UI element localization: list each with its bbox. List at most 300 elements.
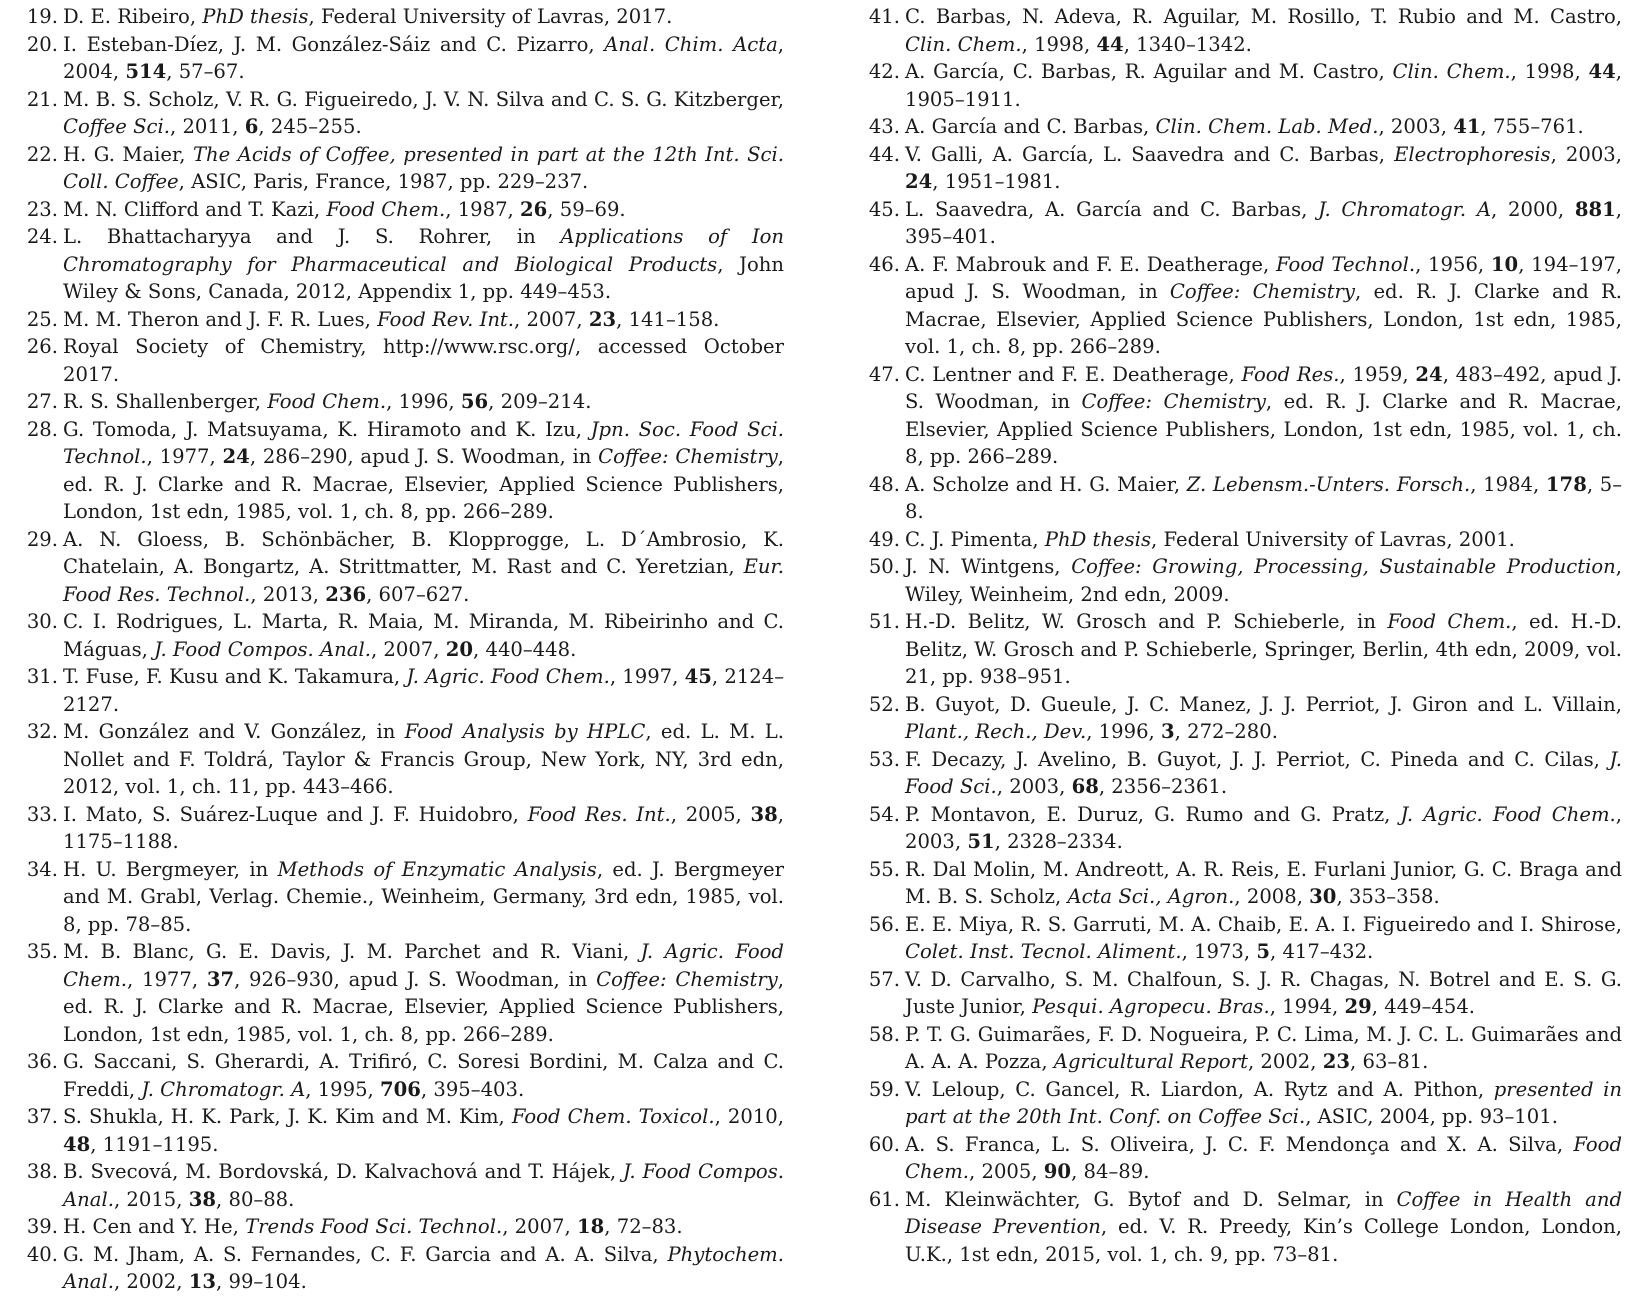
reference-number: 53. xyxy=(868,747,900,771)
reference-text xyxy=(63,1105,784,1156)
reference-volume: 51 xyxy=(967,830,995,853)
reference-number: 26. xyxy=(26,335,58,358)
reference-segment: , 607–627. xyxy=(366,582,470,606)
reference-item xyxy=(864,471,1622,526)
reference-title: Food Analysis by HPLC xyxy=(404,720,646,743)
reference-segment: V. Leloup, C. Gancel, R. Liardon, A. Rytz and A. Pithon, xyxy=(905,1077,1494,1101)
reference-item xyxy=(22,86,784,141)
reference-segment: L. Saavedra, A. García and C. Barbas, xyxy=(905,197,1319,221)
reference-segment: , 926–930, apud J. S. Woodman, in xyxy=(234,967,597,991)
reference-text xyxy=(905,198,1622,249)
reference-volume: 3 xyxy=(1161,720,1175,743)
reference-number: 44. xyxy=(868,142,900,166)
reference-title: PhD thesis xyxy=(1044,527,1152,551)
reference-number: 21. xyxy=(26,87,58,111)
reference-segment: , Federal University of Lavras, 2017. xyxy=(308,5,673,28)
reference-segment: F. Decazy, J. Avelino, B. Guyot, J. J. Perriot, C. Pineda and C. Cilas, xyxy=(905,747,1610,771)
reference-volume: 45 xyxy=(684,665,712,688)
reference-segment: A. F. Mabrouk and F. E. Deatherage, xyxy=(905,252,1277,276)
reference-segment: , 2007, xyxy=(502,1215,577,1238)
reference-title: Trends Food Sci. Technol. xyxy=(245,1215,503,1238)
reference-volume: 44 xyxy=(1588,60,1616,83)
reference-item xyxy=(864,3,1622,58)
reference-number: 25. xyxy=(26,307,58,331)
reference-item xyxy=(22,718,784,801)
reference-number: 24. xyxy=(26,225,58,248)
reference-segment: , ed. R. J. Clarke and R. Macrae, Elsevier, Applied Science Publishers, London, 1st edn, 1985, vol. 1, ch. 8, pp. 266–289. xyxy=(905,390,1622,468)
reference-segment: B. Svecová, M. Bordovská, D. Kalvachová and T. Hájek, xyxy=(63,1160,624,1183)
reference-column-right xyxy=(864,3,1622,1268)
reference-volume: 90 xyxy=(1043,1160,1072,1183)
reference-segment: , 440–448. xyxy=(473,637,577,661)
reference-title: Methods of Enzymatic Analysis xyxy=(277,857,597,881)
reference-segment: G. M. Jham, A. S. Fernandes, C. F. Garcia and A. A. Silva, xyxy=(63,1242,668,1266)
reference-text xyxy=(905,363,1622,469)
reference-segment: , 2007, xyxy=(514,307,589,331)
reference-volume: 23 xyxy=(1322,1050,1351,1073)
reference-title: Eur. Food Res. Technol. xyxy=(63,555,784,606)
reference-number: 49. xyxy=(868,527,900,551)
reference-item xyxy=(864,801,1622,856)
reference-segment: , 84–89. xyxy=(1071,1160,1150,1183)
reference-item xyxy=(22,416,784,526)
reference-segment: , 141–158. xyxy=(616,307,720,331)
reference-segment: , 2002, xyxy=(1247,1050,1323,1073)
reference-segment: , 2015, xyxy=(113,1187,189,1211)
reference-segment: , 2356–2361. xyxy=(1098,775,1228,798)
reference-segment: , 353–358. xyxy=(1336,885,1440,908)
reference-item xyxy=(22,388,784,416)
reference-segment: , 417–432. xyxy=(1269,940,1374,963)
reference-title: Phytochem. Anal. xyxy=(63,1242,784,1293)
reference-title: Coffee: Growing, Processing, Sustainable Production xyxy=(1071,555,1616,578)
reference-segment: V. D. Carvalho, S. M. Chalfoun, S. J. R. Chagas, N. Botrel and E. S. G. Juste Junior, xyxy=(905,967,1622,1018)
reference-volume: 13 xyxy=(188,1270,217,1293)
reference-text xyxy=(905,253,1622,359)
reference-text xyxy=(905,693,1622,744)
reference-item xyxy=(864,251,1622,361)
reference-text xyxy=(63,803,784,854)
reference-item xyxy=(22,1048,784,1103)
reference-text xyxy=(905,858,1622,909)
reference-volume: 706 xyxy=(380,1077,421,1101)
reference-number: 30. xyxy=(26,610,58,633)
reference-item xyxy=(22,801,784,856)
reference-title: Pesqui. Agropecu. Bras. xyxy=(1032,995,1270,1018)
reference-segment: T. Fuse, F. Kusu and K. Takamura, xyxy=(63,665,407,688)
reference-title: Food Chem. xyxy=(905,1132,1622,1183)
reference-number: 19. xyxy=(26,5,58,28)
reference-volume: 6 xyxy=(244,115,259,138)
reference-title: Food Rev. Int. xyxy=(377,307,515,331)
reference-item xyxy=(864,361,1622,471)
reference-number: 27. xyxy=(26,390,58,413)
reference-text xyxy=(905,473,1622,524)
reference-segment: , Federal University of Lavras, 2001. xyxy=(1151,527,1515,551)
reference-volume: 5 xyxy=(1256,940,1270,963)
reference-item xyxy=(864,58,1622,113)
reference-number: 56. xyxy=(868,912,900,936)
reference-volume: 18 xyxy=(576,1215,605,1238)
reference-segment: , 2011, xyxy=(169,115,245,138)
reference-volume: 10 xyxy=(1490,252,1519,276)
reference-segment: , 1340–1342. xyxy=(1123,32,1252,56)
reference-item xyxy=(22,196,784,224)
reference-segment: , Wiley, Weinheim, 2nd edn, 2009. xyxy=(905,555,1623,606)
reference-title: Anal. Chim. Acta xyxy=(604,32,778,56)
reference-segment: , 2003, xyxy=(1378,115,1454,138)
reference-volume: 30 xyxy=(1309,885,1337,908)
reference-title: Food Chem. xyxy=(1387,610,1512,633)
reference-volume: 44 xyxy=(1096,32,1124,56)
reference-number: 52. xyxy=(868,692,900,716)
reference-segment: , ed. L. M. L. Nollet and F. Toldrá, Taylor & Francis Group, New York, NY, 3rd edn, 2012, vol. 1, ch. 11, pp. 443–466. xyxy=(63,720,784,798)
reference-title: Coffee: Chemistry xyxy=(1081,390,1266,413)
reference-number: 42. xyxy=(868,60,900,83)
reference-segment: , 1977, xyxy=(127,967,207,991)
reference-title: J. Food Compos. Anal. xyxy=(154,637,371,661)
reference-item xyxy=(864,196,1622,251)
reference-title: J. Food Compos. Anal. xyxy=(63,1160,784,1211)
reference-item xyxy=(22,141,784,196)
reference-number: 20. xyxy=(26,32,58,56)
reference-number: 37. xyxy=(26,1105,58,1128)
reference-title: Colet. Inst. Tecnol. Aliment. xyxy=(905,940,1182,963)
reference-segment: , 755–761. xyxy=(1480,115,1584,138)
reference-segment: C. J. Pimenta, xyxy=(905,527,1045,551)
reference-title: Clin. Chem. xyxy=(1392,60,1511,83)
reference-segment: , 2007, xyxy=(370,637,446,661)
reference-segment: C. Barbas, N. Adeva, R. Aguilar, M. Rosillo, T. Rubio and M. Castro, xyxy=(905,5,1622,28)
reference-segment: , 57–67. xyxy=(166,60,245,83)
reference-number: 54. xyxy=(868,802,900,826)
reference-segment: P. T. G. Guimarães, F. D. Nogueira, P. C. Lima, M. J. C. L. Guimarães and A. A. A. Pozza, xyxy=(905,1022,1622,1073)
reference-segment: , 2013, xyxy=(250,582,326,606)
reference-segment: , ed. J. Bergmeyer and M. Grabl, Verlag. Chemie., Weinheim, Germany, 3rd edn, 1985, vol. 8, pp. 78–85. xyxy=(63,857,785,936)
reference-segment: , 194–197, apud J. S. Woodman, in xyxy=(905,252,1623,303)
reference-text xyxy=(63,1215,683,1238)
reference-segment: C. Lentner and F. E. Deatherage, xyxy=(905,362,1242,386)
reference-volume: 26 xyxy=(520,197,548,221)
reference-title: J. Agric. Food Chem. xyxy=(63,940,784,991)
reference-title: The Acids of Coffee, presented in part at the 12th Int. Sci. Coll. Coffee xyxy=(63,142,784,193)
reference-volume: 23 xyxy=(588,307,617,331)
reference-text xyxy=(905,1078,1622,1129)
reference-title: Food Res. xyxy=(1241,362,1340,386)
reference-number: 41. xyxy=(868,5,900,28)
reference-text xyxy=(63,528,784,606)
reference-title: Coffee: Chemistry xyxy=(598,445,778,468)
reference-segment: , 59–69. xyxy=(547,197,626,221)
reference-title: Food Res. Int. xyxy=(527,802,671,826)
reference-item xyxy=(864,691,1622,746)
reference-segment: M. Kleinwächter, G. Bytof and D. Selmar, in xyxy=(905,1187,1397,1211)
reference-item xyxy=(864,526,1622,554)
reference-text xyxy=(905,60,1622,111)
reference-title: Coffee: Chemistry xyxy=(1169,280,1355,303)
reference-segment: B. Guyot, D. Gueule, J. C. Manez, J. J. Perriot, J. Giron and L. Villain, xyxy=(905,692,1622,716)
reference-text xyxy=(905,115,1584,138)
reference-segment: , 1997, xyxy=(609,665,685,688)
reference-text xyxy=(905,803,1622,854)
reference-volume: 68 xyxy=(1071,775,1099,798)
reference-text xyxy=(63,1050,784,1101)
reference-segment: C. I. Rodrigues, L. Marta, R. Maia, M. Miranda, M. Ribeirinho and C. Máguas, xyxy=(63,610,784,661)
reference-text xyxy=(63,418,784,524)
reference-segment: G. Saccani, S. Gherardi, A. Trifiró, C. Soresi Bordini, M. Calza and C. Freddi, xyxy=(63,1050,784,1101)
reference-volume: 20 xyxy=(445,637,474,661)
reference-volume: 24 xyxy=(222,445,250,468)
reference-segment: , 245–255. xyxy=(258,115,362,138)
reference-segment: , ASIC, Paris, France, 1987, pp. 229–237. xyxy=(178,170,589,193)
reference-title: Plant., Rech., Dev. xyxy=(905,720,1087,743)
reference-segment: , 2124–2127. xyxy=(63,665,784,716)
reference-segment: , 1998, xyxy=(1021,32,1097,56)
reference-text xyxy=(905,143,1622,194)
reference-number: 40. xyxy=(26,1242,58,1266)
reference-number: 39. xyxy=(26,1215,58,1238)
reference-text xyxy=(905,913,1622,964)
reference-number: 47. xyxy=(868,362,900,386)
reference-item xyxy=(22,333,784,388)
reference-text xyxy=(63,720,784,798)
reference-text xyxy=(63,33,784,84)
reference-title: Coffee: Chemistry xyxy=(596,967,778,991)
reference-item xyxy=(22,663,784,718)
reference-segment: V. Galli, A. García, L. Saavedra and C. Barbas, xyxy=(905,142,1395,166)
reference-segment: , 1956, xyxy=(1415,252,1491,276)
reference-segment: A. García, C. Barbas, R. Aguilar and M. Castro, xyxy=(905,60,1393,83)
reference-item xyxy=(864,1021,1622,1076)
reference-number: 23. xyxy=(26,197,58,221)
reference-segment: H.-D. Belitz, W. Grosch and P. Schieberle, in xyxy=(905,610,1388,633)
reference-item xyxy=(864,1186,1622,1269)
reference-segment: , ed. R. J. Clarke and R. Macrae, Elsevier, Applied Science Publishers, London, 1st edn, 1985, vol. 1, ch. 8, pp. 266–289. xyxy=(905,280,1623,358)
reference-segment: , 2003, xyxy=(1550,142,1622,166)
reference-title: Food Chem. xyxy=(326,197,446,221)
reference-segment: M. González and V. González, in xyxy=(63,720,405,743)
reference-segment: P. Montavon, E. Duruz, G. Rumo and G. Pratz, xyxy=(905,802,1401,826)
reference-text xyxy=(905,1023,1622,1074)
reference-segment: H. U. Bergmeyer, in xyxy=(63,857,278,881)
reference-segment: , 1995, xyxy=(305,1077,381,1101)
reference-segment: Royal Society of Chemistry, http://www.rsc.org/, accessed October 2017. xyxy=(63,335,784,386)
reference-title: Food Chem. xyxy=(267,390,387,413)
reference-number: 48. xyxy=(868,472,900,496)
reference-title: Food Technol. xyxy=(1276,252,1416,276)
reference-segment: , 2010, xyxy=(714,1105,784,1128)
reference-title: presented in part at the 20th Int. Conf. on Coffee Sci. xyxy=(905,1077,1622,1128)
reference-segment: M. B. Blanc, G. E. Davis, J. M. Parchet and R. Viani, xyxy=(63,940,641,963)
reference-segment: , John Wiley & Sons, Canada, 2012, Appendix 1, pp. 449–453. xyxy=(63,252,784,303)
reference-number: 22. xyxy=(26,142,58,166)
reference-segment: , 2003, xyxy=(996,775,1072,798)
reference-segment: , 1973, xyxy=(1181,940,1257,963)
reference-text xyxy=(63,308,719,331)
reference-text xyxy=(63,1243,784,1294)
reference-item xyxy=(22,608,784,663)
reference-item xyxy=(864,746,1622,801)
reference-title: J. Food Sci. xyxy=(905,747,1622,798)
reference-number: 34. xyxy=(26,857,58,881)
reference-title: PhD thesis xyxy=(202,5,309,28)
reference-title: Jpn. Soc. Food Sci. Technol. xyxy=(63,417,785,468)
reference-item xyxy=(22,306,784,334)
reference-title: Agricultural Report xyxy=(1053,1050,1248,1073)
reference-segment: , 2000, xyxy=(1491,197,1575,221)
reference-segment: , 63–81. xyxy=(1350,1050,1429,1073)
reference-segment: R. S. Shallenberger, xyxy=(63,390,268,413)
reference-volume: 29 xyxy=(1344,995,1372,1018)
reference-segment: , ed. R. J. Clarke and R. Macrae, Elsevier, Applied Science Publishers, London, 1st edn, 1985, vol. 1, ch. 8, pp. 266–289. xyxy=(63,967,784,1046)
reference-item xyxy=(864,141,1622,196)
reference-volume: 24 xyxy=(1415,362,1443,386)
reference-segment: M. B. S. Scholz, V. R. G. Figueiredo, J. V. N. Silva and C. S. G. Kitzberger, xyxy=(63,87,784,111)
reference-item xyxy=(22,31,784,86)
reference-segment: M. N. Clifford and T. Kazi, xyxy=(63,197,327,221)
reference-text xyxy=(905,610,1622,688)
reference-segment: , 2003, xyxy=(905,802,1622,853)
reference-segment: A. S. Franca, L. S. Oliveira, J. C. F. Mendonça and X. A. Silva, xyxy=(905,1132,1574,1156)
reference-segment: E. E. Miya, R. S. Garruti, M. A. Chaib, E. A. I. Figueiredo and I. Shirose, xyxy=(905,912,1622,936)
reference-text xyxy=(905,5,1622,56)
reference-number: 33. xyxy=(26,802,58,826)
reference-text xyxy=(905,748,1622,799)
reference-number: 58. xyxy=(868,1022,900,1046)
reference-number: 29. xyxy=(26,527,58,551)
reference-segment: , 272–280. xyxy=(1174,720,1278,743)
reference-segment: , ed. R. J. Clarke and R. Macrae, Elsevier, Applied Science Publishers, London, 1st edn, 1985, vol. 1, ch. 8, pp. 266–289. xyxy=(63,445,784,523)
reference-volume: 41 xyxy=(1453,115,1481,138)
reference-text xyxy=(63,335,784,386)
reference-volume: 24 xyxy=(905,170,933,193)
reference-segment: L. Bhattacharyya and J. S. Rohrer, in xyxy=(63,225,561,248)
reference-item xyxy=(864,553,1622,608)
reference-item xyxy=(22,856,784,939)
reference-title: J. Chromatogr. A xyxy=(1318,197,1492,221)
reference-number: 35. xyxy=(26,940,58,963)
reference-segment: I. Mato, S. Suárez-Luque and J. F. Huidobro, xyxy=(63,802,528,826)
reference-segment: , 1175–1188. xyxy=(63,802,785,853)
reference-segment: , 2005, xyxy=(670,802,751,826)
reference-segment: H. Cen and Y. He, xyxy=(63,1215,246,1238)
reference-segment: , 1996, xyxy=(1086,720,1161,743)
reference-item xyxy=(864,1076,1622,1131)
reference-item xyxy=(864,966,1622,1021)
reference-segment: , ASIC, 2004, pp. 93–101. xyxy=(1305,1105,1558,1128)
reference-segment: , 1984, xyxy=(1470,472,1546,496)
reference-segment: , 2008, xyxy=(1234,885,1310,908)
reference-number: 57. xyxy=(868,967,900,991)
reference-segment: , 99–104. xyxy=(216,1270,307,1293)
reference-segment: , 72–83. xyxy=(604,1215,683,1238)
reference-segment: , 395–401. xyxy=(905,197,1623,248)
reference-segment: , 1191–1195. xyxy=(90,1132,219,1156)
reference-text xyxy=(905,1188,1622,1266)
reference-number: 60. xyxy=(868,1132,900,1156)
reference-segment: M. M. Theron and J. F. R. Lues, xyxy=(63,307,378,331)
reference-volume: 236 xyxy=(325,582,367,606)
reference-text xyxy=(63,198,626,221)
reference-text xyxy=(905,1133,1622,1184)
reference-title: Z. Lebensm.-Unters. Forsch. xyxy=(1186,472,1471,496)
reference-volume: 178 xyxy=(1545,472,1587,496)
reference-title: Food Chem. Toxicol. xyxy=(511,1105,715,1128)
reference-segment: I. Esteban-Díez, J. M. González-Sáiz and C. Pizarro, xyxy=(63,32,605,56)
reference-title: Clin. Chem. xyxy=(905,32,1022,56)
reference-segment: , 1998, xyxy=(1510,60,1589,83)
reference-title: J. Agric. Food Chem. xyxy=(1400,802,1616,826)
reference-segment: , 483–492, apud J. S. Woodman, in xyxy=(905,362,1622,413)
reference-volume: 56 xyxy=(460,390,489,413)
reference-segment: , 2002, xyxy=(113,1270,189,1293)
reference-text xyxy=(905,968,1622,1019)
reference-text xyxy=(63,940,784,1046)
reference-number: 28. xyxy=(26,417,58,441)
reference-segment: , 5–8. xyxy=(905,472,1622,523)
reference-number: 36. xyxy=(26,1050,58,1073)
reference-item xyxy=(22,1213,784,1241)
reference-segment: , 1959, xyxy=(1339,362,1416,386)
reference-segment: A. García and C. Barbas, xyxy=(905,115,1156,138)
reference-item xyxy=(864,113,1622,141)
reference-text xyxy=(63,390,591,413)
reference-title: Clin. Chem. Lab. Med. xyxy=(1155,115,1379,138)
reference-segment: , 1905–1911. xyxy=(905,60,1623,111)
reference-number: 38. xyxy=(26,1160,58,1183)
reference-item xyxy=(864,1131,1622,1186)
reference-title: Electrophoresis xyxy=(1394,142,1551,166)
reference-segment: A. N. Gloess, B. Schönbächer, B. Klopprogge, L. D´Ambrosio, K. Chatelain, A. Bongartz, A. Strittmatter, M. Rast and C. Yeretzian, xyxy=(63,527,784,578)
reference-number: 32. xyxy=(26,720,58,743)
reference-segment: R. Dal Molin, M. Andreott, A. R. Reis, E. Furlani Junior, G. C. Braga and M. B. S. Scholz, xyxy=(905,857,1622,908)
reference-text xyxy=(63,88,784,139)
reference-segment: , ed. V. R. Preedy, Kin’s College London, London, U.K., 1st edn, 2015, vol. 1, ch. 9, pp. 73–81. xyxy=(905,1215,1622,1266)
reference-title: J. Agric. Food Chem. xyxy=(406,665,610,688)
reference-segment: J. N. Wintgens, xyxy=(905,555,1072,578)
reference-segment: , 1996, xyxy=(386,390,461,413)
reference-item xyxy=(22,3,784,31)
reference-text xyxy=(63,1160,784,1211)
reference-text xyxy=(63,858,784,936)
reference-number: 50. xyxy=(868,555,900,578)
reference-number: 43. xyxy=(868,115,900,138)
reference-title: Applications of Ion Chromatography for Pharmaceutical and Biological Products xyxy=(63,225,784,276)
reference-segment: , 2328–2334. xyxy=(994,830,1123,853)
reference-text xyxy=(905,528,1515,551)
reference-text xyxy=(63,610,784,661)
reference-item xyxy=(864,856,1622,911)
reference-text xyxy=(63,143,784,194)
reference-segment: , 1951–1981. xyxy=(932,170,1061,193)
reference-segment: , 209–214. xyxy=(488,390,592,413)
reference-title: Coffee in Health and Disease Prevention xyxy=(905,1187,1622,1238)
reference-item xyxy=(864,608,1622,691)
reference-segment: , 1977, xyxy=(146,445,223,468)
reference-number: 46. xyxy=(868,252,900,276)
reference-number: 61. xyxy=(868,1187,900,1211)
reference-segment: H. G. Maier, xyxy=(63,142,193,166)
reference-title: Coffee Sci. xyxy=(63,115,170,138)
reference-volume: 37 xyxy=(206,967,235,991)
reference-number: 55. xyxy=(868,857,900,881)
reference-volume: 48 xyxy=(63,1132,91,1156)
reference-text xyxy=(63,5,672,28)
reference-text xyxy=(905,555,1622,606)
reference-segment: , 286–290, apud J. S. Woodman, in xyxy=(249,445,599,468)
reference-segment: , 449–454. xyxy=(1371,995,1476,1018)
reference-volume: 38 xyxy=(750,802,778,826)
